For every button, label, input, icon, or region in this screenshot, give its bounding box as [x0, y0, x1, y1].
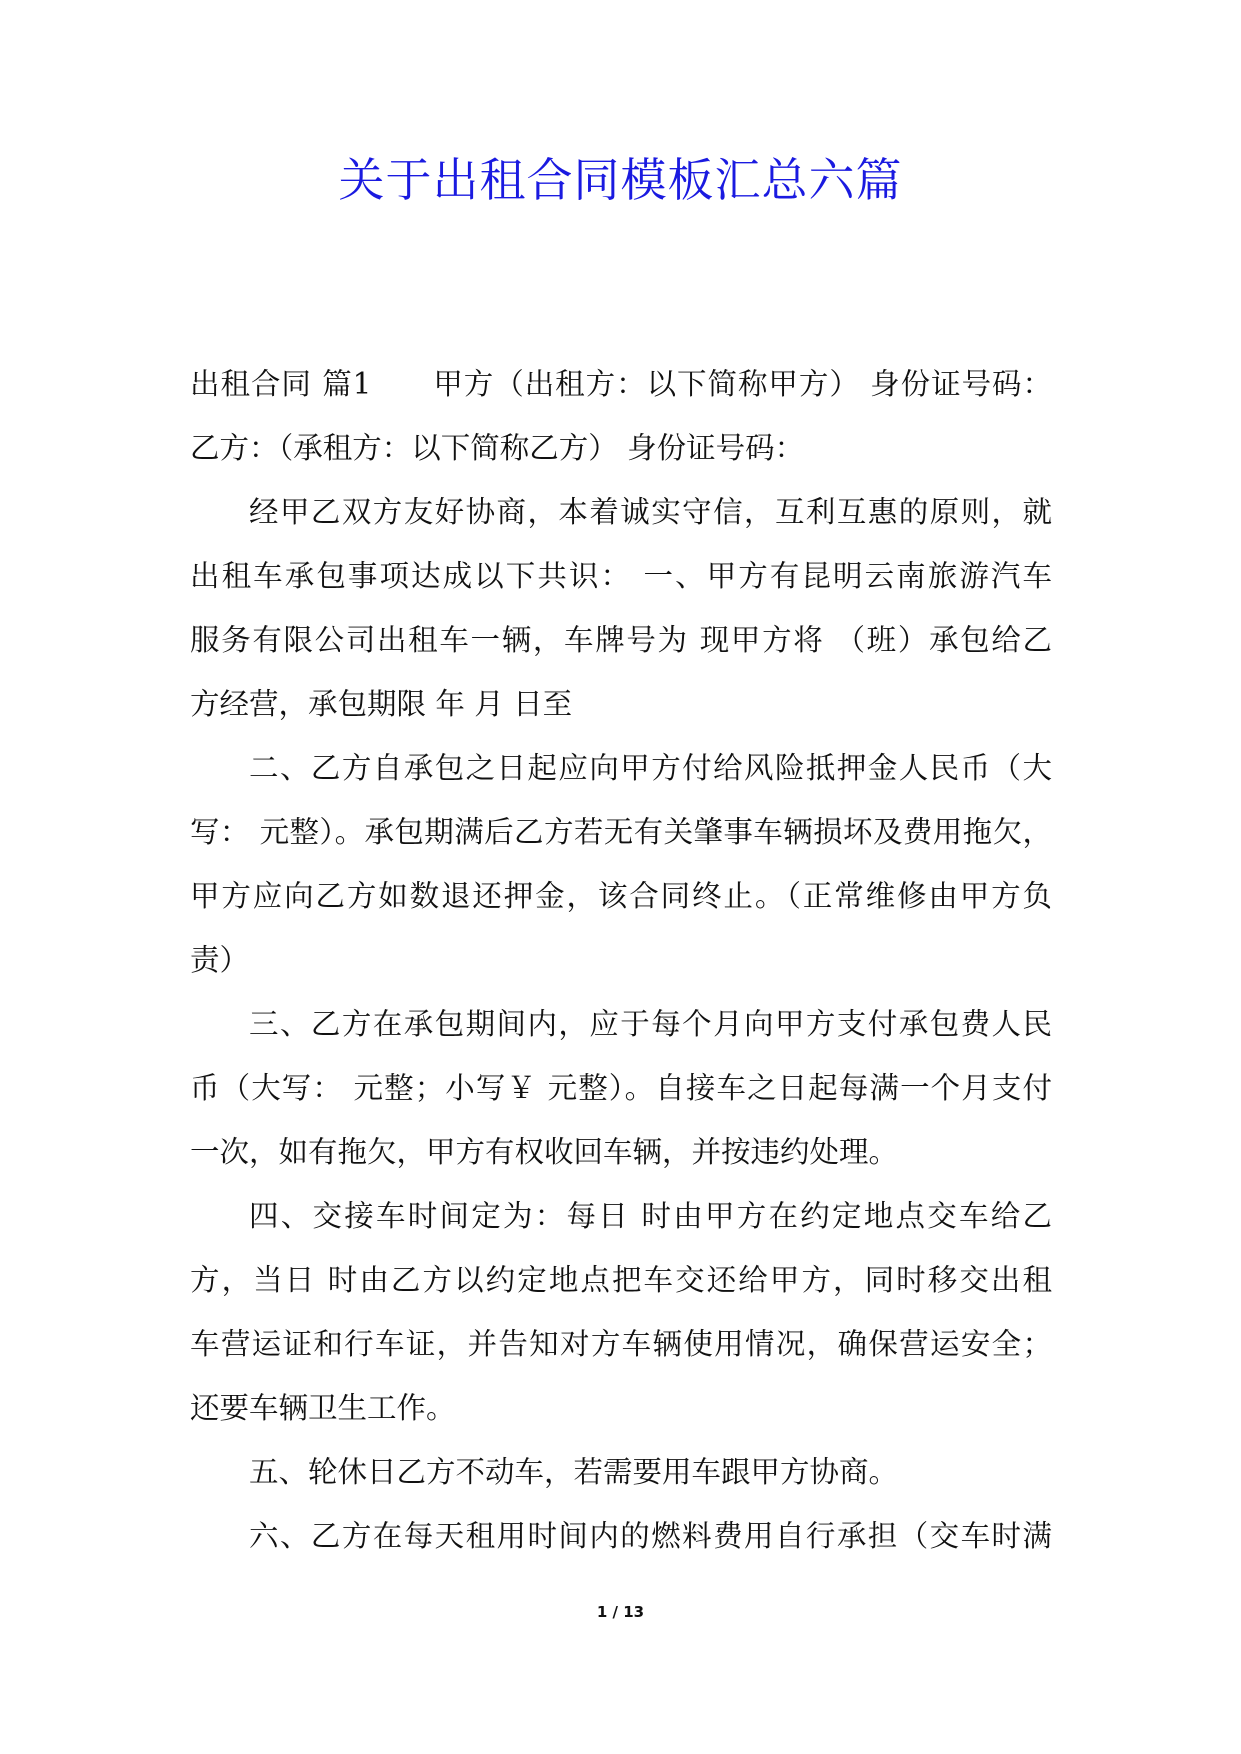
- paragraph-line: 经甲乙双方友好协商，本着诚实守信，互利互惠的原则，就: [249, 495, 1052, 529]
- paragraph-line: 责）: [190, 943, 250, 977]
- paragraph-line: 还要车辆卫生工作。: [190, 1391, 456, 1425]
- paragraph-line: 方经营，承包期限 年 月 日至: [190, 687, 573, 721]
- paragraph-line: 方，当日 时由乙方以约定地点把车交还给甲方，同时移交出租: [190, 1263, 1052, 1297]
- paragraph-line: 五、轮休日乙方不动车，若需要用车跟甲方协商。: [249, 1455, 899, 1489]
- document-title: 关于出租合同模板汇总六篇: [338, 153, 903, 207]
- paragraph-line: 出租合同 篇1 甲方（出租方：以下简称甲方） 身份证号码：: [190, 367, 1052, 401]
- document-body: [190, 352, 1052, 1568]
- paragraph-line: 六、乙方在每天租用时间内的燃料费用自行承担（交车时满: [249, 1519, 1052, 1553]
- paragraph-line: 写： 元整）。承包期满后乙方若无有关肇事车辆损坏及费用拖欠，: [190, 815, 1052, 849]
- paragraph-line: 四、交接车时间定为：每日 时由甲方在约定地点交车给乙: [249, 1199, 1052, 1233]
- paragraph-line: 车营运证和行车证，并告知对方车辆使用情况，确保营运安全；: [190, 1327, 1052, 1361]
- paragraph-line: 服务有限公司出租车一辆，车牌号为 现甲方将 （班）承包给乙: [190, 623, 1052, 657]
- paragraph-line: 一次，如有拖欠，甲方有权收回车辆，并按违约处理。: [190, 1135, 899, 1169]
- paragraph-line: 甲方应向乙方如数退还押金，该合同终止。（正常维修由甲方负: [190, 879, 1052, 913]
- paragraph-line: 乙方：（承租方：以下简称乙方） 身份证号码：: [190, 431, 805, 465]
- paragraph-line: 出租车承包事项达成以下共识： 一、甲方有昆明云南旅游汽车: [190, 559, 1052, 593]
- paragraph-line: 三、乙方在承包期间内，应于每个月向甲方支付承包费人民: [249, 1007, 1052, 1041]
- page-number: 1 / 13: [596, 1603, 645, 1621]
- paragraph-line: 币（大写： 元整；小写￥ 元整）。自接车之日起每满一个月支付: [190, 1071, 1052, 1105]
- paragraph-line: 二、乙方自承包之日起应向甲方付给风险抵押金人民币（大: [249, 751, 1052, 785]
